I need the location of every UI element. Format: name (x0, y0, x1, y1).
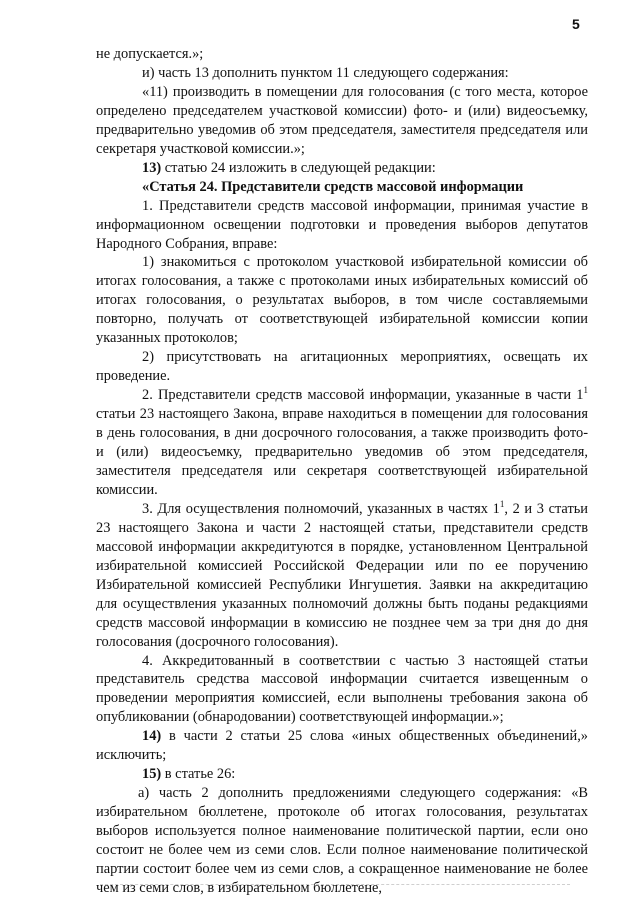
paragraph (96, 386, 588, 500)
paragraph (96, 765, 588, 784)
document-body (96, 45, 588, 898)
paragraph-text: 2. Представители средств массовой информации, указанные в части 1 (142, 387, 584, 404)
paragraph (96, 727, 588, 765)
paragraph-text: статьи 23 настоящего Закона, вправе находиться в помещении для голосования в день голосования, в дни досрочного голосования, а также производить фото- и (или) видеосъемку, предварительно уведомив об этом председателя, заместителя председателя или секретаря соответствующей избирательной комиссии. (96, 406, 588, 498)
paragraph: 1. Представители средств массовой информации, принимая участие в информационном освещении подготовки и проведения выборов депутатов Народного Собрания, вправе: (96, 197, 588, 252)
paragraph-text: в части 2 статьи 25 слова «иных общественных объединений,» исключить; (96, 728, 588, 764)
page-number: 5 (572, 16, 580, 32)
item-number: 13) (142, 159, 162, 176)
item-number: 14) (142, 728, 162, 745)
article-heading: «Статья 24. Представители средств массовой информации (142, 178, 524, 195)
superscript: 1 (499, 499, 505, 510)
item-number: 15) (142, 766, 162, 783)
paragraph (96, 159, 588, 178)
paragraph: «11) производить в помещении для голосования (с того места, которое определено председателем участковой комиссии) фото- и (или) видеосъемку, предварительно уведомив об этом председателя, заместителя председателя или секретаря участковой комиссии.»; (96, 83, 588, 157)
paragraph: 1) знакомиться с протоколом участковой избирательной комиссии об итогах голосования, а также с протоколами иных избирательных комиссий об итогах голосования, о результатах выборов, в том числе составляемыми повторно, получать от соответствующей избирательной комиссии копии указанных протоколов; (96, 254, 588, 347)
superscript: 1 (583, 385, 588, 396)
paragraph-text: статью 24 изложить в следующей редакции: (161, 159, 436, 176)
paragraph-text: , 2 и 3 статьи 23 настоящего Закона и части 2 настоящей статьи, представители средств массовой информации аккредитуются в порядке, установленном Центральной избирательной комиссией Российской Федерации или по ее поручению Избирательной комиссией Республики Ингушетия. Заявки на аккредитацию для осуществления указанных полномочий должны быть поданы редакциями средств массовой информации в комиссию не позднее чем за три дня до дня голосования (досрочного голосования). (96, 500, 588, 650)
paragraph: и) часть 13 дополнить пунктом 11 следующего содержания: (142, 64, 509, 81)
paragraph: а) часть 2 дополнить предложениями следующего содержания: «В избирательном бюллетене, протоколе об итогах голосования, результатах выборов используется полное наименование политической партии, если оно состоит не более чем из семи слов. Если полное наименование политической партии состоит более чем из семи слов, а сокращенное наименование не более чем из семи слов, в избирательном бюллетене, (96, 785, 588, 896)
footer-artifact-line (100, 884, 570, 887)
paragraph-text: в статье 26: (161, 766, 236, 783)
paragraph: не допускается.»; (96, 46, 204, 62)
paragraph-text: 3. Для осуществления полномочий, указанных в частях 1 (142, 500, 500, 517)
paragraph: 2) присутствовать на агитационных мероприятиях, освещать их проведение. (96, 349, 588, 385)
paragraph: 4. Аккредитованный в соответствии с частью 3 настоящей статьи представитель средства массовой информации считается извещенным о проведении мероприятия комиссией, если выполнены требования закона об опубликовании (обнародовании) соответствующей информации.»; (96, 652, 588, 726)
paragraph (96, 500, 588, 652)
